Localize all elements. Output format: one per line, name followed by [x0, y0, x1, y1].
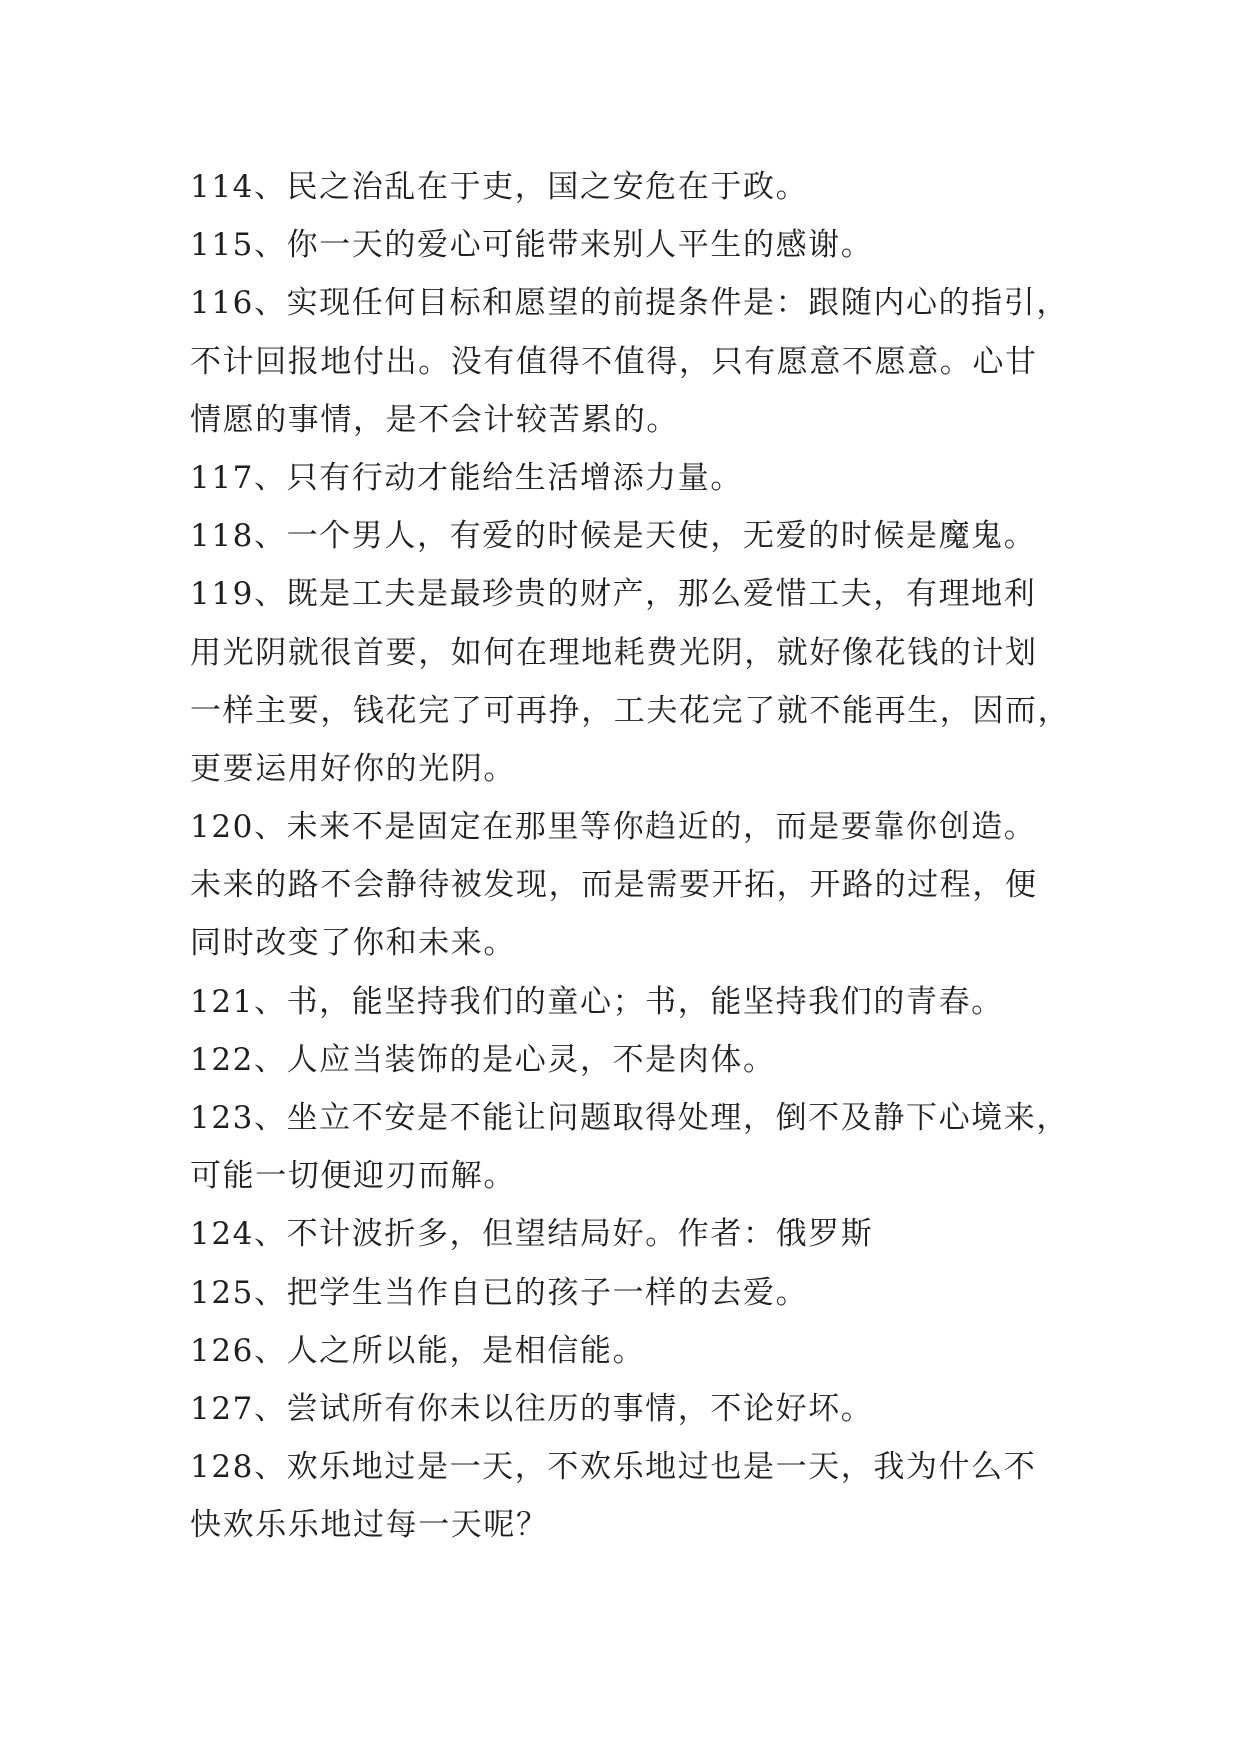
- text-line: 126、人之所以能，是相信能。: [190, 1332, 646, 1369]
- text-line: 114、民之治乱在于吏，国之安危在于政。: [190, 169, 809, 205]
- text-line: 116、实现任何目标和愿望的前提条件是：跟随内心的指引，: [190, 285, 1069, 322]
- text-line: 120、未来不是固定在那里等你趋近的，而是要靠你创造。: [190, 809, 1037, 846]
- text-line: 122、人应当装饰的是心灵，不是肉体。: [190, 1041, 776, 1078]
- text-line: 121、书，能坚持我们的童心；书，能坚持我们的青春。: [190, 983, 1004, 1020]
- document-body: [190, 158, 1070, 1555]
- text-line: 未来的路不会静待被发现，而是需要开拓，开路的过程，便: [190, 867, 1038, 904]
- text-line: 128、欢乐地过是一天，不欢乐地过也是一天，我为什么不: [190, 1449, 1037, 1486]
- text-line: 一样主要，钱花完了可再挣，工夫花完了就不能再生，因而，: [190, 692, 1071, 729]
- text-line: 125、把学生当作自已的孩子一样的去爱。: [190, 1274, 809, 1311]
- text-line: 同时改变了你和未来。: [190, 925, 516, 962]
- text-line: 可能一切便迎刃而解。: [190, 1158, 516, 1195]
- text-line: 更要运用好你的光阴。: [190, 750, 516, 787]
- text-line: 快欢乐乐地过每一天呢？: [190, 1507, 549, 1544]
- text-line: 115、你一天的爱心可能带来别人平生的感谢。: [190, 227, 874, 264]
- text-line: 不计回报地付出。没有值得不值得，只有愿意不愿意。心甘: [190, 343, 1038, 380]
- text-line: 118、一个男人，有爱的时候是天使，无爱的时候是魔鬼。: [190, 518, 1037, 555]
- text-line: 127、尝试所有你未以往历的事情，不论好坏。: [190, 1390, 874, 1427]
- text-line: 119、既是工夫是最珍贵的财产，那么爱惜工夫，有理地利: [190, 576, 1037, 613]
- text-line: 情愿的事情，是不会计较苦累的。: [190, 401, 679, 438]
- text-line: 123、坐立不安是不能让问题取得处理，倒不及静下心境来，: [190, 1100, 1069, 1136]
- text-line: 124、不计波折多，但望结局好。作者：俄罗斯: [190, 1216, 874, 1253]
- text-line: 117、只有行动才能给生活增添力量。: [190, 459, 743, 496]
- text-line: 用光阴就很首要，如何在理地耗费光阴，就好像花钱的计划: [190, 634, 1038, 671]
